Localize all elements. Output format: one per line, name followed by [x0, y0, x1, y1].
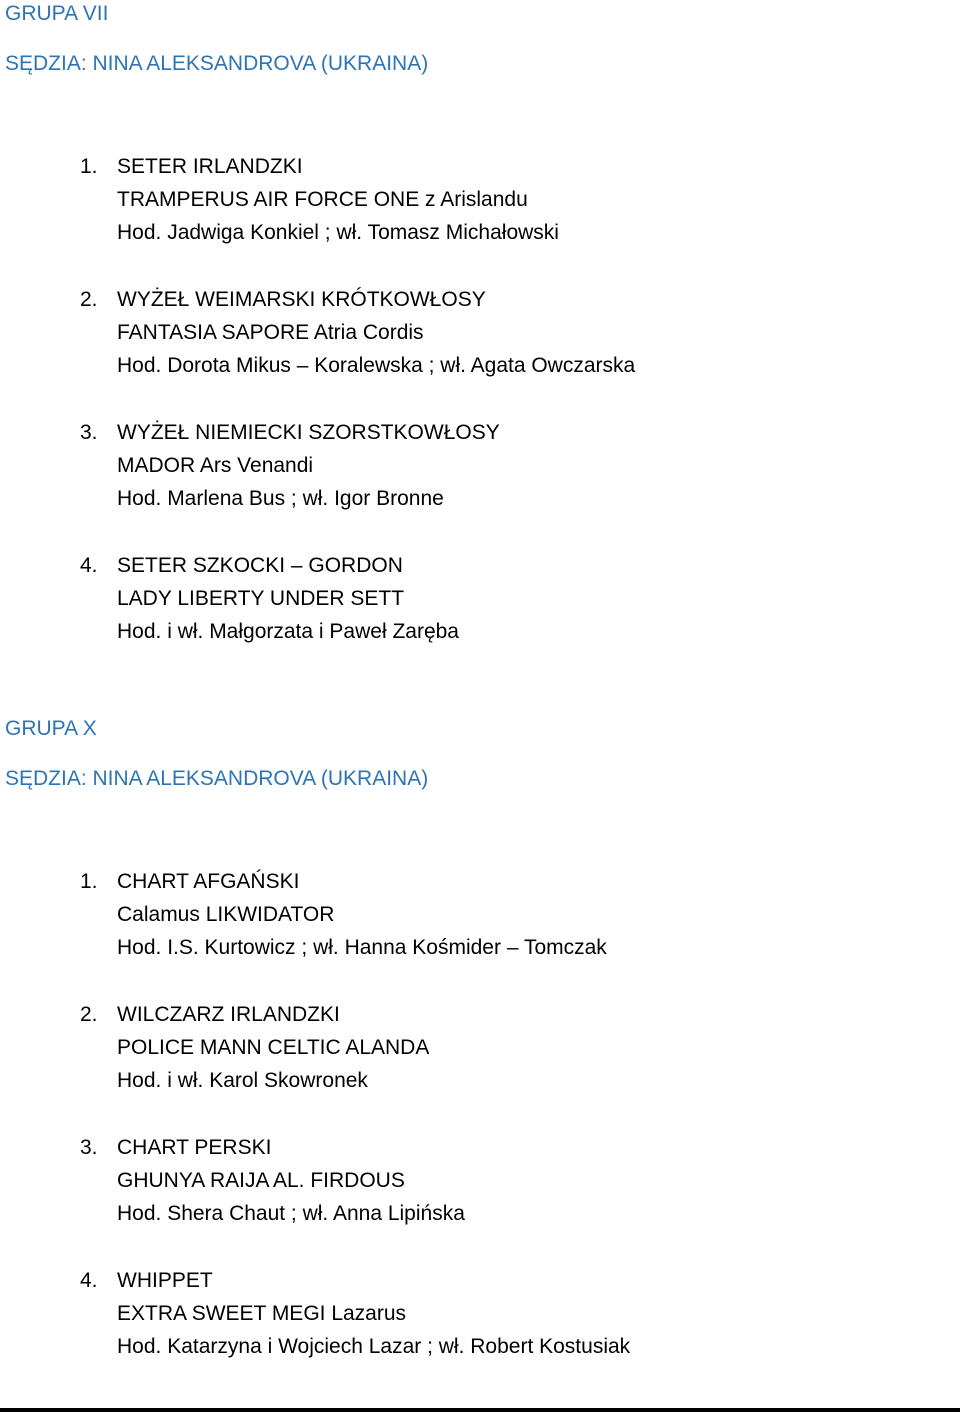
breed-name: WILCZARZ IRLANDZKI: [117, 1003, 340, 1026]
placement-number: 4.: [80, 1269, 98, 1292]
dog-name: FANTASIA SAPORE Atria Cordis: [117, 321, 424, 344]
dog-name: EXTRA SWEET MEGI Lazarus: [117, 1302, 407, 1325]
dog-name: MADOR Ars Venandi: [117, 454, 314, 477]
breed-name: CHART PERSKI: [117, 1136, 272, 1159]
breeder-owner: Hod. Jadwiga Konkiel ; wł. Tomasz Michałowski: [117, 221, 559, 244]
breeder-owner: Hod. i wł. Małgorzata i Paweł Zaręba: [117, 620, 459, 643]
dog-name: LADY LIBERTY UNDER SETT: [117, 587, 405, 610]
placement-number: 1.: [80, 155, 98, 178]
breeder-owner: Hod. Katarzyna i Wojciech Lazar ; wł. Robert Kostusiak: [117, 1335, 631, 1358]
dog-name: POLICE MANN CELTIC ALANDA: [117, 1036, 430, 1059]
breed-name: SETER SZKOCKI – GORDON: [117, 554, 403, 577]
placement-number: 2.: [80, 1003, 98, 1026]
breed-name: WHIPPET: [117, 1269, 213, 1292]
placement-number: 4.: [80, 554, 98, 577]
breeder-owner: Hod. Shera Chaut ; wł. Anna Lipińska: [117, 1202, 465, 1225]
dog-name: GHUNYA RAIJA AL. FIRDOUS: [117, 1169, 405, 1192]
breeder-owner: Hod. i wł. Karol Skowronek: [117, 1069, 368, 1092]
breeder-owner: Hod. I.S. Kurtowicz ; wł. Hanna Kośmider – Tomczak: [117, 936, 607, 959]
bottom-divider: [0, 1408, 960, 1412]
placement-number: 3.: [80, 421, 98, 444]
breeder-owner: Hod. Dorota Mikus – Koralewska ; wł. Agata Owczarska: [117, 354, 636, 377]
judge-heading: SĘDZIA: NINA ALEKSANDROVA (UKRAINA): [5, 52, 429, 75]
judge-heading: SĘDZIA: NINA ALEKSANDROVA (UKRAINA): [5, 767, 429, 790]
dog-name: Calamus LIKWIDATOR: [117, 903, 335, 926]
breed-name: SETER IRLANDZKI: [117, 155, 303, 178]
group-title: GRUPA X: [5, 717, 97, 740]
dog-name: TRAMPERUS AIR FORCE ONE z Arislandu: [117, 188, 528, 211]
breed-name: WYŻEŁ NIEMIECKI SZORSTKOWŁOSY: [117, 421, 500, 444]
placement-number: 1.: [80, 870, 98, 893]
breed-name: CHART AFGAŃSKI: [117, 870, 300, 893]
breeder-owner: Hod. Marlena Bus ; wł. Igor Bronne: [117, 487, 444, 510]
placement-number: 3.: [80, 1136, 98, 1159]
group-title: GRUPA VII: [5, 2, 109, 25]
breed-name: WYŻEŁ WEIMARSKI KRÓTKOWŁOSY: [117, 288, 486, 311]
placement-number: 2.: [80, 288, 98, 311]
